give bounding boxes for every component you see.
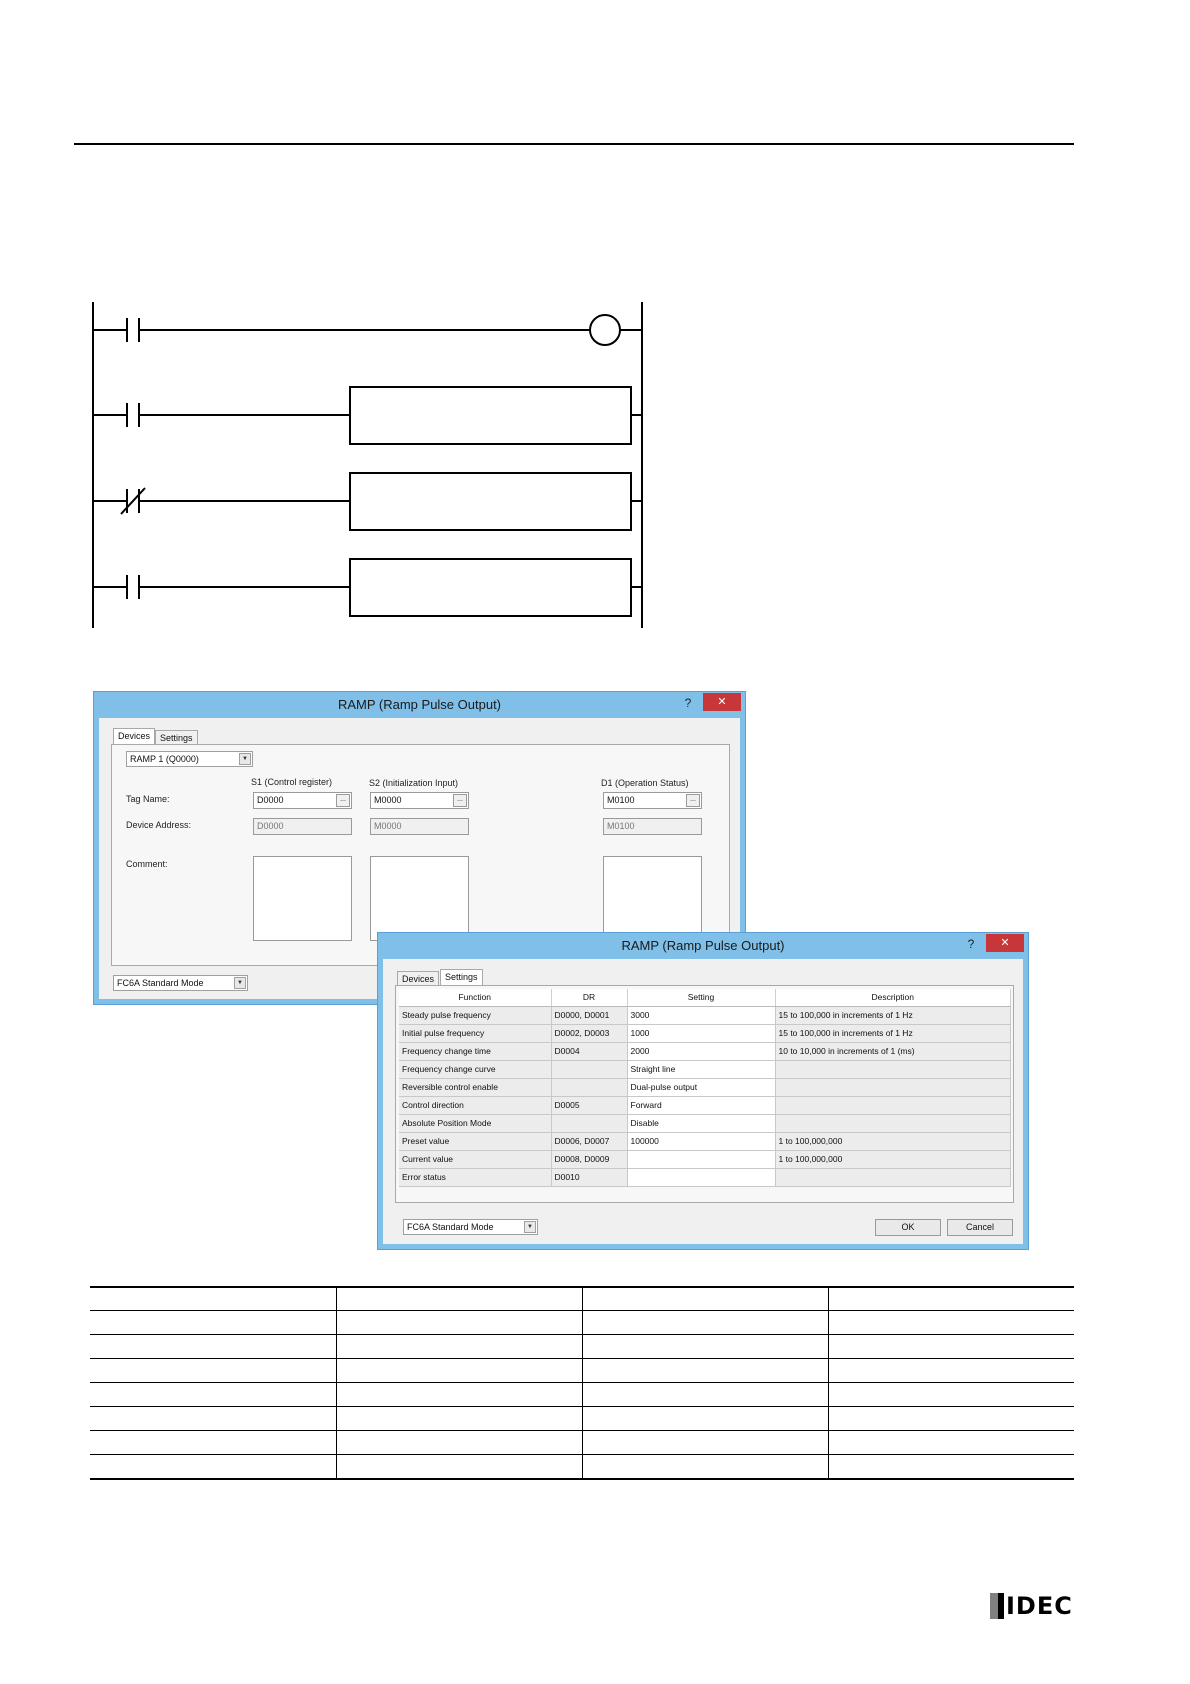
s2-header: S2 (Initialization Input): [369, 778, 459, 788]
grid-cell-setting[interactable]: [627, 1150, 775, 1168]
mode-select[interactable]: [403, 1219, 538, 1235]
s1-comment-box[interactable]: [253, 856, 352, 941]
instruction-box-2: [350, 473, 631, 530]
tag-name-label: Tag Name:: [126, 794, 170, 804]
grid-cell-description: 1 to 100,000,000: [775, 1132, 1011, 1150]
table-row[interactable]: [399, 1042, 1011, 1060]
ramp-channel-value: RAMP 1 (Q0000): [130, 754, 199, 764]
help-button[interactable]: ?: [967, 937, 975, 951]
grid-cell-dr: D0002, D0003: [551, 1024, 627, 1042]
instruction-box-1: [350, 387, 631, 444]
grid-cell-setting[interactable]: 1000: [627, 1024, 775, 1042]
s2-address-field: M0000: [370, 818, 469, 835]
table-column-divider: [582, 1286, 583, 1480]
grid-cell-setting[interactable]: Dual-pulse output: [627, 1078, 775, 1096]
grid-cell-function: Preset value: [399, 1132, 551, 1150]
device-address-label: Device Address:: [126, 820, 192, 830]
header-rule: [74, 143, 1074, 145]
tab-devices[interactable]: Devices: [397, 971, 439, 987]
table-row[interactable]: [399, 1024, 1011, 1042]
rung-4: [93, 559, 642, 616]
grid-cell-setting[interactable]: 3000: [627, 1006, 775, 1024]
grid-cell-description: 15 to 100,000 in increments of 1 Hz: [775, 1024, 1011, 1042]
ramp-channel-select[interactable]: [126, 751, 253, 767]
grid-cell-function: Absolute Position Mode: [399, 1114, 551, 1132]
d1-tag-value: M0100: [607, 795, 635, 805]
grid-cell-function: Steady pulse frequency: [399, 1006, 551, 1024]
grid-cell-function: Frequency change curve: [399, 1060, 551, 1078]
settings-pane: [395, 985, 1014, 1203]
d1-comment-box[interactable]: [603, 856, 702, 941]
ladder-diagram: [85, 300, 645, 630]
grid-header-description: Description: [775, 989, 1011, 1006]
grid-cell-function: Control direction: [399, 1096, 551, 1114]
mode-value: FC6A Standard Mode: [117, 978, 204, 988]
chevron-down-icon: ▼: [524, 1221, 536, 1233]
grid-cell-description: [775, 1168, 1011, 1186]
browse-button[interactable]: ...: [453, 794, 467, 807]
chevron-down-icon: ▼: [234, 977, 246, 989]
grid-cell-dr: [551, 1078, 627, 1096]
close-button[interactable]: ✕: [703, 693, 741, 711]
grid-cell-description: [775, 1114, 1011, 1132]
comment-label: Comment:: [126, 859, 168, 869]
settings-grid: [399, 989, 1011, 1187]
tab-devices[interactable]: Devices: [113, 728, 155, 744]
grid-cell-dr: D0000, D0001: [551, 1006, 627, 1024]
browse-button[interactable]: ...: [686, 794, 700, 807]
help-button[interactable]: ?: [684, 696, 692, 710]
grid-cell-dr: [551, 1114, 627, 1132]
grid-header-dr: DR: [551, 989, 627, 1006]
d1-header: D1 (Operation Status): [601, 778, 689, 788]
table-row[interactable]: [399, 1150, 1011, 1168]
grid-cell-dr: D0008, D0009: [551, 1150, 627, 1168]
table-row[interactable]: [399, 1096, 1011, 1114]
grid-cell-dr: [551, 1060, 627, 1078]
ramp-settings-dialog: [377, 932, 1029, 1250]
table-row[interactable]: [399, 1114, 1011, 1132]
grid-cell-description: [775, 1060, 1011, 1078]
grid-cell-function: Error status: [399, 1168, 551, 1186]
s1-tag-value: D0000: [257, 795, 284, 805]
table-row[interactable]: [399, 1006, 1011, 1024]
browse-button[interactable]: ...: [336, 794, 350, 807]
grid-cell-function: Reversible control enable: [399, 1078, 551, 1096]
table-row[interactable]: [399, 1168, 1011, 1186]
table-row[interactable]: [399, 1078, 1011, 1096]
grid-cell-function: Current value: [399, 1150, 551, 1168]
rung-1: [93, 315, 642, 345]
grid-cell-description: [775, 1078, 1011, 1096]
s1-tag-field[interactable]: [253, 792, 352, 809]
grid-cell-setting[interactable]: 100000: [627, 1132, 775, 1150]
rung-2: [93, 387, 642, 444]
logo-text: IDEC: [1006, 1592, 1073, 1620]
table-row[interactable]: [399, 1132, 1011, 1150]
grid-cell-dr: D0004: [551, 1042, 627, 1060]
instruction-box-3: [350, 559, 631, 616]
cancel-button[interactable]: Cancel: [947, 1219, 1013, 1236]
ok-button[interactable]: OK: [875, 1219, 941, 1236]
mode-value: FC6A Standard Mode: [407, 1222, 494, 1232]
grid-cell-dr: D0006, D0007: [551, 1132, 627, 1150]
grid-cell-setting[interactable]: Forward: [627, 1096, 775, 1114]
idec-logo: [990, 1592, 1076, 1620]
grid-cell-setting[interactable]: Disable: [627, 1114, 775, 1132]
grid-cell-function: Frequency change time: [399, 1042, 551, 1060]
d1-tag-field[interactable]: [603, 792, 702, 809]
grid-cell-description: [775, 1096, 1011, 1114]
grid-header-setting: Setting: [627, 989, 775, 1006]
table-column-divider: [828, 1286, 829, 1480]
close-button[interactable]: ✕: [986, 934, 1024, 952]
table-column-divider: [336, 1286, 337, 1480]
s2-comment-box[interactable]: [370, 856, 469, 941]
s1-address-field: D0000: [253, 818, 352, 835]
grid-cell-dr: D0010: [551, 1168, 627, 1186]
mode-select[interactable]: [113, 975, 248, 991]
rung-3: [93, 473, 642, 530]
dialog-title: RAMP (Ramp Pulse Output): [621, 938, 785, 953]
grid-header-function: Function: [399, 989, 551, 1006]
s2-tag-value: M0000: [374, 795, 402, 805]
grid-cell-description: 10 to 10,000 in increments of 1 (ms): [775, 1042, 1011, 1060]
tab-settings[interactable]: Settings: [155, 730, 198, 746]
grid-cell-setting[interactable]: [627, 1168, 775, 1186]
grid-cell-function: Initial pulse frequency: [399, 1024, 551, 1042]
chevron-down-icon: ▼: [239, 753, 251, 765]
s2-tag-field[interactable]: [370, 792, 469, 809]
table-row[interactable]: [399, 1060, 1011, 1078]
grid-cell-dr: D0005: [551, 1096, 627, 1114]
s1-header: S1 (Control register): [251, 777, 333, 787]
grid-cell-description: 1 to 100,000,000: [775, 1150, 1011, 1168]
grid-cell-setting[interactable]: Straight line: [627, 1060, 775, 1078]
dialog-title: RAMP (Ramp Pulse Output): [337, 697, 502, 712]
d1-address-field: M0100: [603, 818, 702, 835]
output-coil: [590, 315, 620, 345]
grid-cell-description: 15 to 100,000 in increments of 1 Hz: [775, 1006, 1011, 1024]
grid-cell-setting[interactable]: 2000: [627, 1042, 775, 1060]
dialog-client: [383, 959, 1023, 1244]
tab-settings[interactable]: Settings: [440, 969, 483, 985]
